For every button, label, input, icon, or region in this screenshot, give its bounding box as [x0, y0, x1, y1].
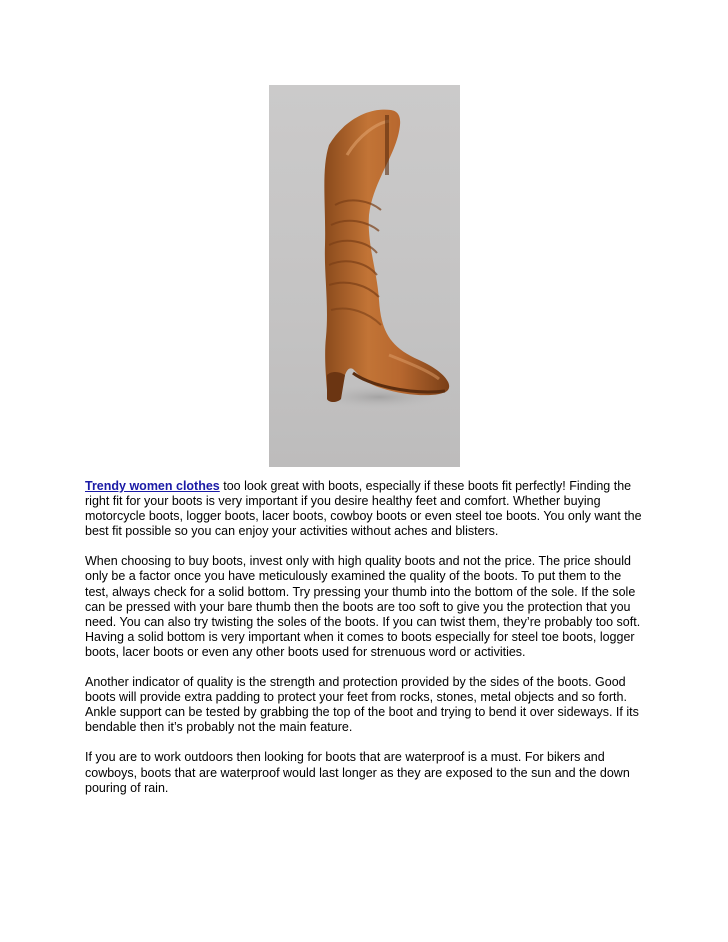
paragraph-1	[85, 479, 645, 539]
paragraph-1-text: too look great with boots, especially if these boots fit perfectly! Finding the right fit for your boots is very important if you desire healthy feet and comfort. Whether buying motorcycle boots, logger boots, lacer boots, cowboy boots or even steel toe boots. You only want the best fit possible so you can enjoy your activities without aches and blisters.	[85, 479, 642, 539]
paragraph-3a: Another indicator of quality is the strength and protection provided by the sides of the boots. Good boots will provide extra padding to protect your feet from rocks, stones, metal objects and so forth.	[85, 675, 627, 705]
trendy-women-clothes-link[interactable]: Trendy women clothes	[85, 479, 220, 493]
paragraph-3b: Ankle support can be tested by grabbing the top of the boot and trying to bend it over sideways. If its bendable then it’s probably not the main feature.	[85, 705, 639, 735]
boot-icon	[269, 85, 460, 467]
paragraph-4: If you are to work outdoors then looking for boots that are waterproof is a must. For bikers and cowboys, boots that are waterproof would last longer as they are exposed to the sun and the down pouring of rain.	[85, 750, 630, 795]
boot-photo	[269, 85, 460, 467]
article-body	[85, 479, 645, 811]
paragraph-2: When choosing to buy boots, invest only with high quality boots and not the price. The price should only be a factor once you have meticulously examined the quality of the boots. To put them to the test, always check for a solid bottom. Try pressing your thumb into the bottom of the sole. If the sole can be pressed with your bare thumb then the boots are too soft to give you the protection that you need. You can also try twisting the soles of the boots. If you can twist them, they’re probably too soft. Having a solid bottom is very important when it comes to boots especially for steel toe boots, logger boots, lacer boots or even any other boots used for strenuous word or activities.	[85, 554, 641, 659]
